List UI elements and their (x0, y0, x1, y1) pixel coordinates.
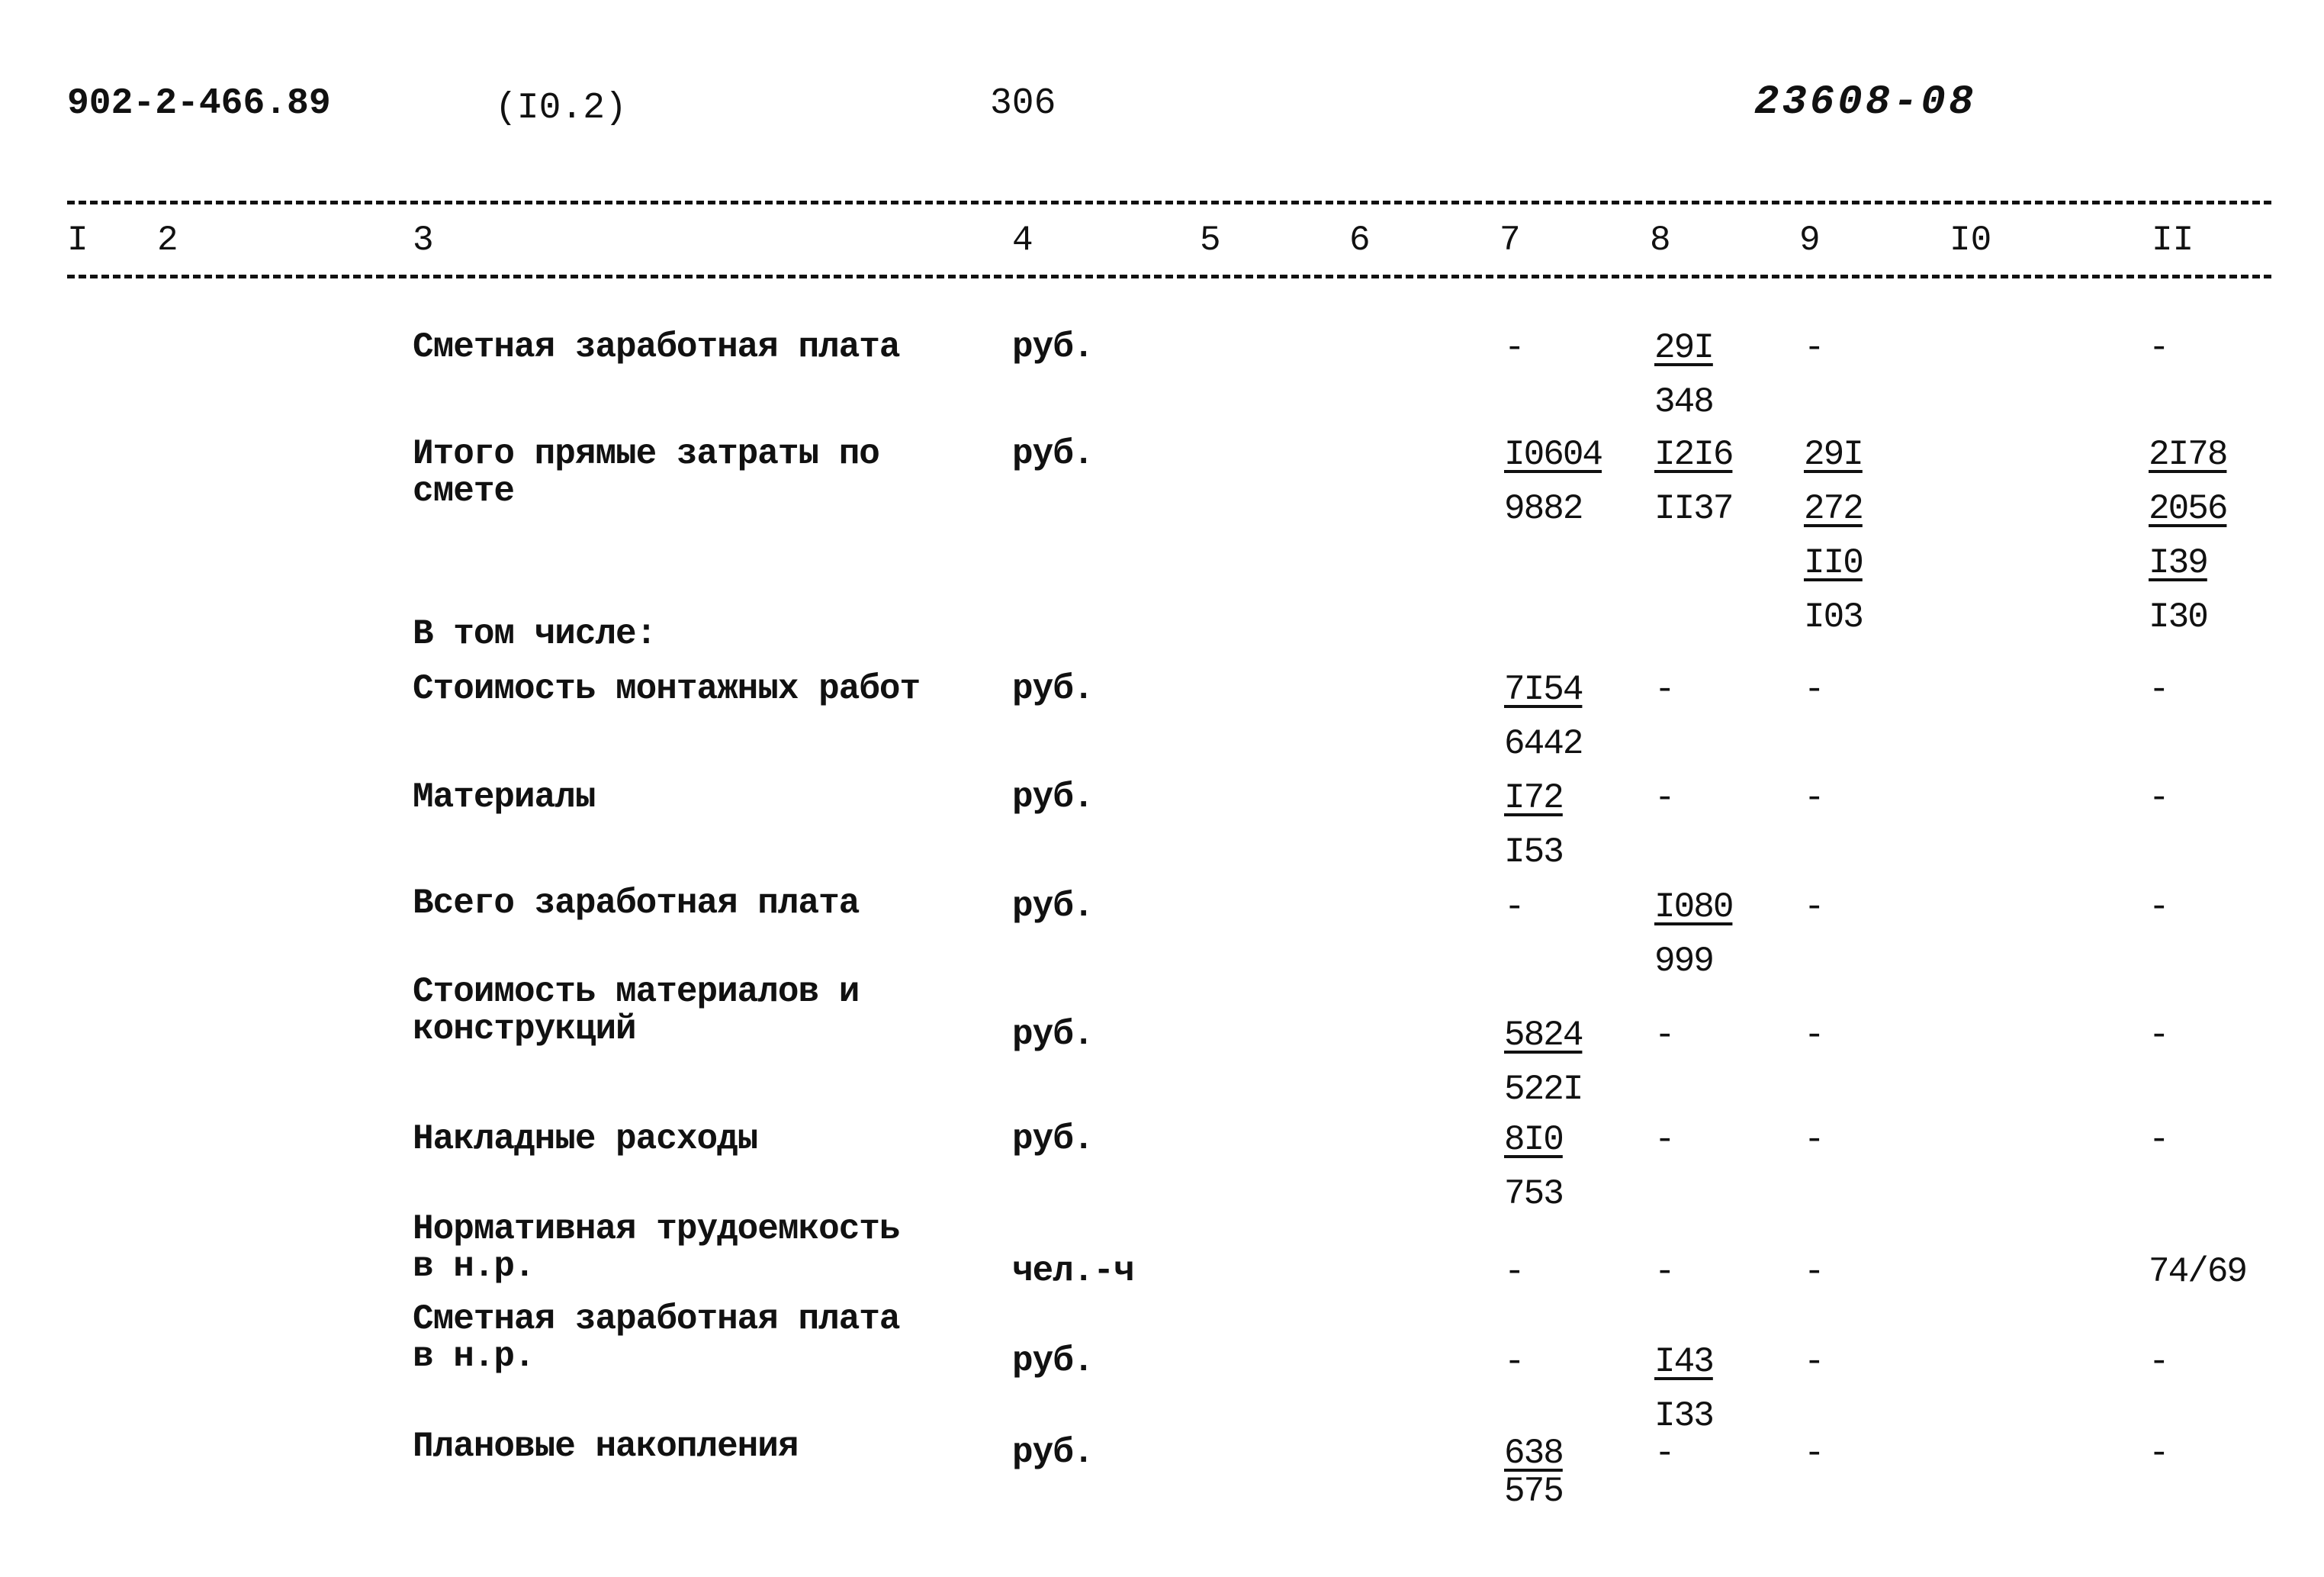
row-label: в н.р. (413, 1337, 535, 1376)
cell-value-col11: - (2149, 1434, 2168, 1473)
cell-value-col7: I0604 (1504, 435, 1602, 475)
row-label: Всего заработная плата (413, 883, 860, 923)
cell-value-col9: - (1804, 1342, 1824, 1382)
column-number: 4 (1012, 220, 1033, 260)
cell-value-col7: I72 (1504, 778, 1563, 818)
cell-value-col9: 29I (1804, 435, 1863, 475)
cell-value-col8: - (1654, 1015, 1674, 1055)
cell-value-col7: I53 (1504, 832, 1563, 872)
column-number: 7 (1500, 220, 1521, 260)
document-code: 23608-08 (1754, 79, 1977, 126)
cell-value-col7: - (1504, 1342, 1524, 1382)
column-number: I (67, 220, 88, 260)
cell-value-col8: - (1654, 1120, 1674, 1160)
cell-value-col8: 999 (1654, 941, 1713, 981)
cell-value-col8: - (1654, 778, 1674, 818)
cell-value-col7: - (1504, 1252, 1524, 1292)
cell-value-col9: - (1804, 1120, 1824, 1160)
cell-value-col9: - (1804, 670, 1824, 710)
column-number: 8 (1650, 220, 1671, 260)
cell-value-col11: I30 (2149, 597, 2207, 637)
column-number: II (2152, 220, 2194, 260)
column-number: 3 (413, 220, 434, 260)
cell-value-col7: 8I0 (1504, 1120, 1563, 1160)
row-label: конструкций (413, 1009, 636, 1049)
cell-value-col8: - (1654, 1252, 1674, 1292)
cell-value-col8: I43 (1654, 1342, 1713, 1382)
cell-value-col7: 638 (1504, 1434, 1563, 1473)
column-number: 9 (1799, 220, 1821, 260)
cell-value-col11: - (2149, 670, 2168, 710)
cell-value-col7: 6442 (1504, 724, 1583, 764)
document-number: 902-2-466.89 (67, 83, 331, 124)
page-number: 306 (990, 83, 1056, 124)
row-unit: руб. (1012, 887, 1094, 926)
cell-value-col7: 5824 (1504, 1015, 1583, 1055)
cell-value-col8: 348 (1654, 382, 1713, 422)
row-label: Сметная заработная плата (413, 1299, 900, 1339)
row-unit: руб. (1012, 1341, 1094, 1381)
cell-value-col7: 753 (1504, 1174, 1563, 1214)
row-unit: руб. (1012, 1015, 1094, 1054)
cell-value-col11: - (2149, 1015, 2168, 1055)
row-label: Нормативная трудоемкость (413, 1209, 900, 1249)
table-top-divider (67, 201, 2271, 204)
cell-value-col11: - (2149, 1120, 2168, 1160)
row-label: Стоимость монтажных работ (413, 669, 921, 709)
row-unit: руб. (1012, 327, 1094, 367)
cell-value-col11: 2056 (2149, 489, 2227, 529)
row-unit: руб. (1012, 434, 1094, 474)
row-label: Сметная заработная плата (413, 327, 900, 367)
row-unit: чел.-ч (1012, 1251, 1134, 1291)
cell-value-col11: - (2149, 328, 2168, 368)
column-number: 6 (1349, 220, 1371, 260)
cell-value-col8: II37 (1654, 489, 1733, 529)
cell-value-col11: - (2149, 887, 2168, 927)
cell-value-col11: - (2149, 778, 2168, 818)
cell-value-col7: - (1504, 887, 1524, 927)
column-number: I0 (1950, 220, 1992, 260)
row-label: Стоимость материалов и (413, 972, 860, 1012)
cell-value-col9: - (1804, 778, 1824, 818)
row-unit: руб. (1012, 669, 1094, 709)
cell-value-col8: 29I (1654, 328, 1713, 368)
cell-value-col7: - (1504, 328, 1524, 368)
column-number: 2 (157, 220, 178, 260)
cell-value-col7: 575 (1504, 1472, 1563, 1511)
cell-value-col8: - (1654, 670, 1674, 710)
cell-value-col9: - (1804, 1015, 1824, 1055)
cell-value-col9: 272 (1804, 489, 1863, 529)
cell-value-col9: - (1804, 887, 1824, 927)
cell-value-col8: I33 (1654, 1396, 1713, 1436)
cell-value-col7: 522I (1504, 1070, 1583, 1109)
cell-value-col9: II0 (1804, 543, 1863, 583)
row-label: смете (413, 471, 515, 511)
table-header-divider (67, 275, 2271, 278)
row-unit: руб. (1012, 1119, 1094, 1159)
row-label: Итого прямые затраты по (413, 434, 879, 474)
cell-value-col9: I03 (1804, 597, 1863, 637)
cell-value-col7: 9882 (1504, 489, 1583, 529)
row-label: в н.р. (413, 1247, 535, 1286)
cell-value-col9: - (1804, 1434, 1824, 1473)
row-unit: руб. (1012, 1433, 1094, 1472)
row-label: В том числе: (413, 614, 657, 654)
section-number: (I0.2) (495, 88, 627, 129)
cell-value-col8: I080 (1654, 887, 1733, 927)
cell-value-col11: 2I78 (2149, 435, 2227, 475)
row-label: Плановые накопления (413, 1427, 799, 1466)
cell-value-col11: 74/69 (2149, 1252, 2247, 1292)
cell-value-col11: - (2149, 1342, 2168, 1382)
cell-value-col9: - (1804, 328, 1824, 368)
cell-value-col9: - (1804, 1252, 1824, 1292)
cell-value-col7: 7I54 (1504, 670, 1583, 710)
cell-value-col11: I39 (2149, 543, 2207, 583)
cell-value-col8: - (1654, 1434, 1674, 1473)
column-number: 5 (1200, 220, 1221, 260)
row-label: Материалы (413, 777, 596, 817)
row-label: Накладные расходы (413, 1119, 758, 1159)
row-unit: руб. (1012, 777, 1094, 817)
cell-value-col8: I2I6 (1654, 435, 1733, 475)
